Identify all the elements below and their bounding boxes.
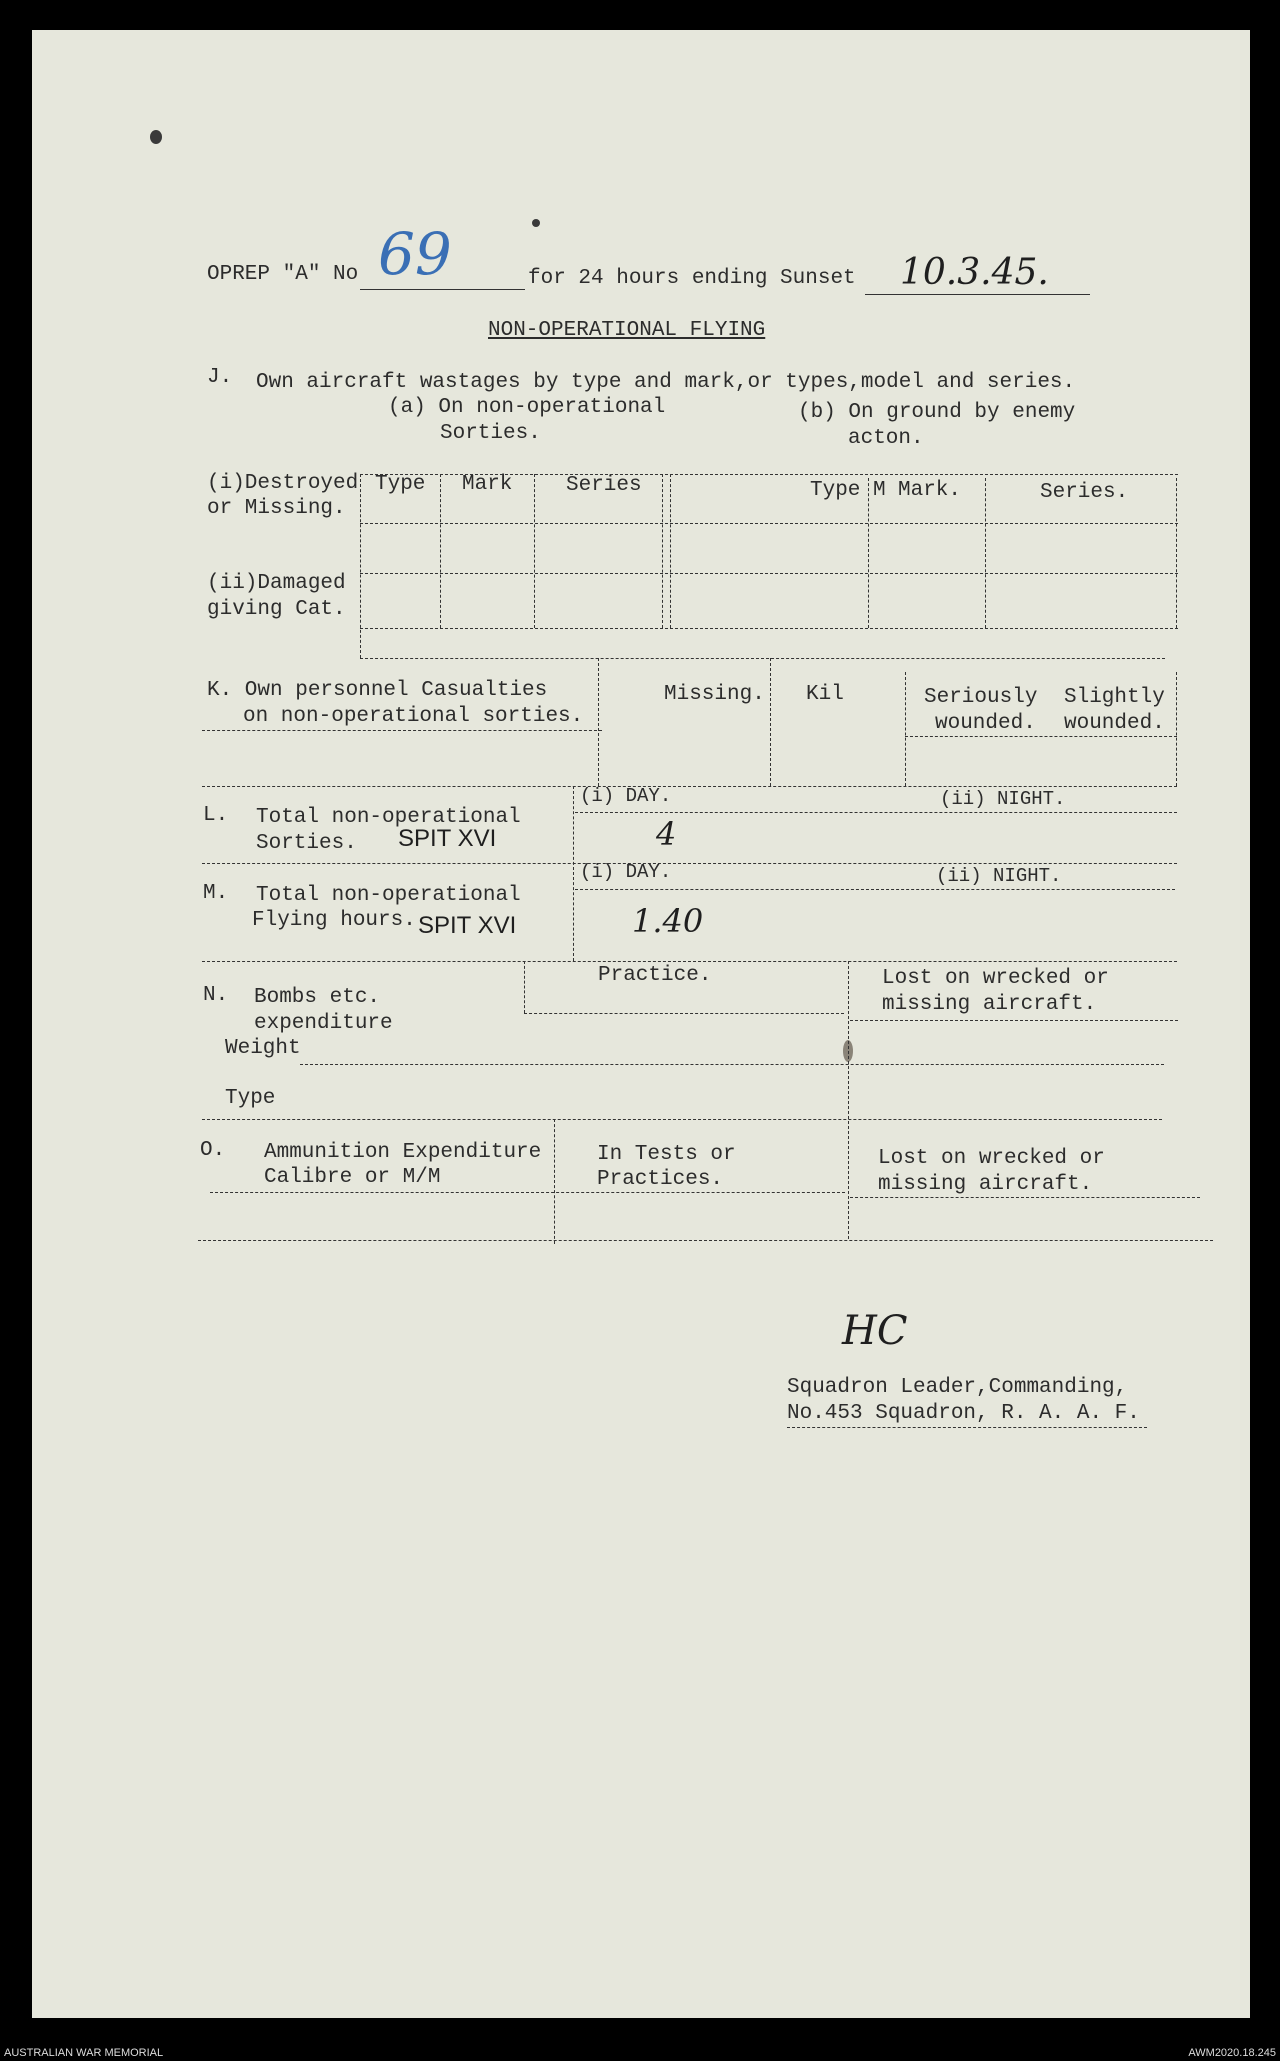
signature-underline <box>787 1427 1147 1428</box>
section-l-text: Sorties. <box>256 832 357 855</box>
section-j-letter: J. <box>207 366 233 389</box>
damaged-label: giving Cat. <box>207 598 346 621</box>
col-slightly-wounded: wounded. <box>1064 712 1165 735</box>
table-line <box>202 961 1177 962</box>
col-lost-aircraft: Lost on wrecked or <box>882 967 1109 990</box>
section-k-text: K. Own personnel Casualties <box>207 679 548 702</box>
report-date: 10.3.45. <box>900 252 1049 293</box>
section-l-letter: L. <box>203 804 229 827</box>
section-n-text: expenditure <box>254 1012 393 1035</box>
footer-left: AUSTRALIAN WAR MEMORIAL <box>4 2047 164 2059</box>
table-line <box>198 1240 1213 1241</box>
col-killed: Kil <box>806 683 844 706</box>
signature-initials: HC <box>842 1308 908 1354</box>
oprep-label: OPREP "A" No <box>207 263 359 286</box>
section-l-text: Total non-operational <box>256 806 521 829</box>
table-line <box>770 658 771 786</box>
signature-title: Squadron Leader,Commanding, <box>787 1376 1128 1399</box>
table-line <box>905 736 1177 737</box>
table-line <box>598 658 599 786</box>
section-n-text: Bombs etc. <box>254 986 381 1009</box>
oprep-number: 69 <box>378 220 452 288</box>
table-line <box>360 474 1178 475</box>
table-line <box>850 1020 1178 1021</box>
footer-right: AWM2020.18.245 <box>1188 2047 1276 2059</box>
table-line <box>1176 478 1177 628</box>
table-line <box>360 474 361 658</box>
section-j-b-label: acton. <box>848 427 924 450</box>
section-j-a-label: (a) On non-operational <box>388 396 666 419</box>
ink-spot <box>532 219 540 227</box>
hours-day-value: 1.40 <box>632 902 704 940</box>
col-lost-aircraft: missing aircraft. <box>882 993 1097 1016</box>
section-m-text: Total non-operational <box>256 884 521 907</box>
section-j-a-label: Sorties. <box>440 422 541 445</box>
col-type-a: Type <box>375 473 426 496</box>
table-line <box>524 961 525 1013</box>
table-line <box>202 786 1177 787</box>
damaged-label: (ii)Damaged <box>207 572 346 595</box>
col-series-a: Series <box>566 474 642 497</box>
table-line <box>202 863 1177 864</box>
section-m-aircraft: SPIT XVI <box>418 912 517 939</box>
table-line <box>554 1119 555 1244</box>
date-underline <box>865 294 1090 295</box>
table-line <box>985 478 986 628</box>
table-line <box>440 474 441 628</box>
table-line <box>524 1013 844 1014</box>
ink-spot <box>150 130 162 144</box>
weight-label: Weight <box>225 1037 301 1060</box>
section-m-text: Flying hours. <box>252 909 416 932</box>
table-line <box>300 1064 1164 1065</box>
hours-day-label: (i) DAY. <box>580 861 672 883</box>
sorties-day-label: (i) DAY. <box>580 785 672 807</box>
table-line <box>360 658 1165 659</box>
table-line <box>360 523 1178 524</box>
col-type-b: Type M <box>810 479 886 502</box>
col-seriously-wounded: wounded. <box>935 712 1036 735</box>
col-missing: Missing. <box>664 683 765 706</box>
table-line <box>575 889 1175 890</box>
section-o-letter: O. <box>200 1139 226 1162</box>
table-line <box>202 1119 1162 1120</box>
table-line <box>905 672 906 786</box>
section-o-text: Calibre or M/M <box>264 1166 441 1189</box>
table-line <box>534 474 535 628</box>
col-mark-a: Mark <box>462 473 513 496</box>
col-lost-aircraft: Lost on wrecked or <box>878 1147 1105 1170</box>
table-line <box>868 478 869 628</box>
table-line <box>360 628 1178 629</box>
section-n-letter: N. <box>203 984 229 1007</box>
table-line <box>1176 672 1177 786</box>
table-line <box>848 961 849 1239</box>
col-slightly-wounded: Slightly <box>1064 686 1165 709</box>
col-series-b: Series. <box>1040 481 1129 504</box>
col-tests-practices: In Tests or <box>597 1143 736 1166</box>
type-label: Type <box>225 1087 276 1110</box>
table-line <box>360 573 1178 574</box>
destroyed-label: or Missing. <box>207 497 346 520</box>
col-practice: Practice. <box>598 964 712 987</box>
sorties-day-value: 4 <box>656 815 677 853</box>
hours-night-label: (ii) NIGHT. <box>936 865 1062 887</box>
col-seriously-wounded: Seriously <box>924 686 1038 709</box>
oprep-number-underline <box>360 289 525 290</box>
table-line <box>662 474 663 628</box>
table-line <box>850 1197 1200 1198</box>
col-lost-aircraft: missing aircraft. <box>878 1173 1093 1196</box>
period-label: for 24 hours ending Sunset <box>528 267 856 290</box>
sorties-night-label: (ii) NIGHT. <box>940 788 1066 810</box>
section-l-aircraft: SPIT XVI <box>398 825 497 852</box>
table-line <box>210 1192 845 1193</box>
destroyed-label: (i)Destroyed <box>207 472 359 495</box>
section-j-text: Own aircraft wastages by type and mark,or types,model and series. <box>256 371 1076 394</box>
table-line <box>573 786 574 961</box>
signature-unit: No.453 Squadron, R. A. A. F. <box>787 1402 1140 1425</box>
section-k-text: on non-operational sorties. <box>243 705 584 728</box>
table-line <box>670 474 671 628</box>
table-line <box>202 730 602 731</box>
section-j-b-label: (b) On ground by enemy <box>798 401 1076 424</box>
page-title: NON-OPERATIONAL FLYING <box>488 319 766 342</box>
section-m-letter: M. <box>203 882 229 905</box>
col-mark-b: Mark. <box>898 479 962 502</box>
col-tests-practices: Practices. <box>597 1168 724 1191</box>
section-o-text: Ammunition Expenditure <box>264 1141 542 1164</box>
table-line <box>575 812 1177 813</box>
